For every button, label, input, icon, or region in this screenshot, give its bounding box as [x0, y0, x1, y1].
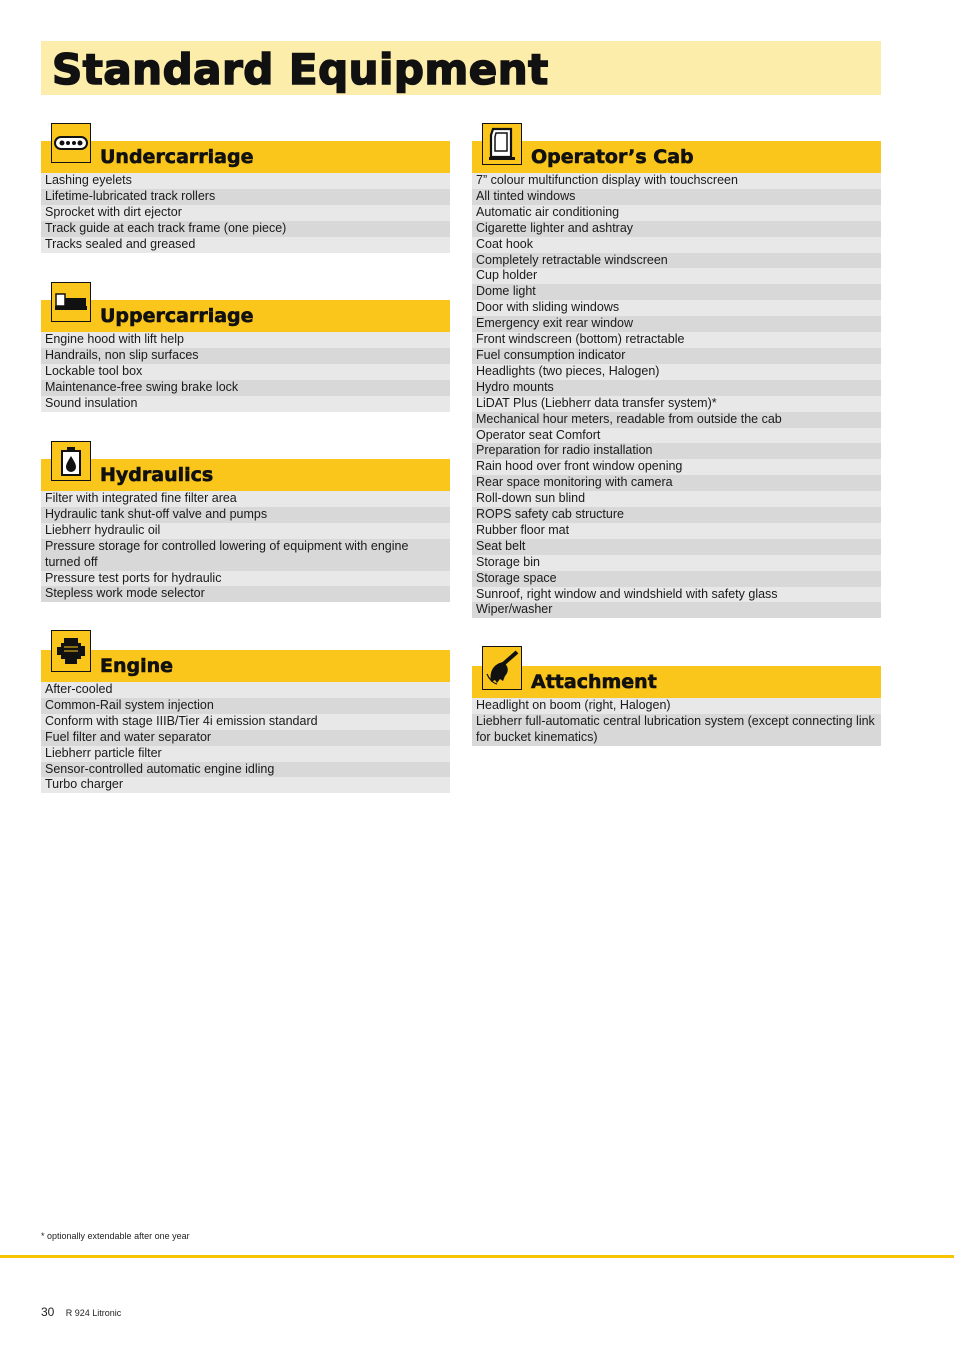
list-item: Headlights (two pieces, Halogen): [472, 364, 881, 380]
section-header: [41, 650, 450, 682]
section-title: Attachment: [531, 671, 657, 693]
list-item: Mechanical hour meters, readable from outside the cab: [472, 412, 881, 428]
list-item: Seat belt: [472, 539, 881, 555]
footer-rule: [0, 1255, 954, 1258]
list-item: ROPS safety cab structure: [472, 507, 881, 523]
oil-tank-icon: [51, 441, 91, 481]
list-item: Front windscreen (bottom) retractable: [472, 332, 881, 348]
list-item: Wiper/washer: [472, 602, 881, 618]
page-number: 30: [41, 1305, 55, 1319]
list-item: Emergency exit rear window: [472, 316, 881, 332]
list-item: Roll-down sun blind: [472, 491, 881, 507]
list-item: Automatic air conditioning: [472, 205, 881, 221]
item-list: [472, 173, 881, 618]
list-item: Door with sliding windows: [472, 300, 881, 316]
section-attachment: [472, 666, 881, 746]
page-title: Standard Equipment: [52, 45, 549, 94]
list-item: After-cooled: [41, 682, 450, 698]
list-item: Cup holder: [472, 268, 881, 284]
list-item: Fuel filter and water separator: [41, 730, 450, 746]
list-item: Sunroof, right window and windshield with safety glass: [472, 587, 881, 603]
section-title: Operator’s Cab: [531, 146, 694, 168]
list-item: Engine hood with lift help: [41, 332, 450, 348]
section-title: Undercarriage: [100, 146, 254, 168]
list-item: Track guide at each track frame (one piece): [41, 221, 450, 237]
list-item: Lockable tool box: [41, 364, 450, 380]
section-undercarriage: [41, 141, 450, 253]
section-hydraulics: [41, 459, 450, 602]
list-item: Liebherr hydraulic oil: [41, 523, 450, 539]
section-uppercarriage: [41, 300, 450, 412]
section-title: Uppercarriage: [100, 305, 254, 327]
list-item: Conform with stage IIIB/Tier 4i emission standard: [41, 714, 450, 730]
list-item: Headlight on boom (right, Halogen): [472, 698, 881, 714]
list-item: Completely retractable windscreen: [472, 253, 881, 269]
list-item: Operator seat Comfort: [472, 428, 881, 444]
track-icon: [51, 123, 91, 163]
list-item: Hydraulic tank shut-off valve and pumps: [41, 507, 450, 523]
list-item: Preparation for radio installation: [472, 443, 881, 459]
title-band: [41, 41, 881, 95]
section-title: Hydraulics: [100, 464, 214, 486]
list-item: Tracks sealed and greased: [41, 237, 450, 253]
list-item: 7” colour multifunction display with touchscreen: [472, 173, 881, 189]
list-item: Lifetime-lubricated track rollers: [41, 189, 450, 205]
list-item: Dome light: [472, 284, 881, 300]
list-item: Sensor-controlled automatic engine idling: [41, 762, 450, 778]
page-footer: [41, 1305, 121, 1319]
list-item: Sprocket with dirt ejector: [41, 205, 450, 221]
list-item: Storage bin: [472, 555, 881, 571]
list-item: Rubber floor mat: [472, 523, 881, 539]
item-list: [41, 332, 450, 412]
list-item: LiDAT Plus (Liebherr data transfer system)*: [472, 396, 881, 412]
list-item: Stepless work mode selector: [41, 586, 450, 602]
section-header: [472, 141, 881, 173]
list-item: Cigarette lighter and ashtray: [472, 221, 881, 237]
list-item: Liebherr particle filter: [41, 746, 450, 762]
engine-icon: [51, 630, 91, 672]
list-item: All tinted windows: [472, 189, 881, 205]
list-item: Maintenance-free swing brake lock: [41, 380, 450, 396]
cab-icon: [482, 123, 522, 165]
section-header: [472, 666, 881, 698]
bucket-icon: [482, 646, 522, 690]
section-title: Engine: [100, 655, 174, 677]
item-list: [41, 682, 450, 793]
list-item: Rear space monitoring with camera: [472, 475, 881, 491]
section-header: [41, 141, 450, 173]
item-list: [41, 491, 450, 602]
list-item: Sound insulation: [41, 396, 450, 412]
list-item: Lashing eyelets: [41, 173, 450, 189]
section-header: [41, 459, 450, 491]
footnote: * optionally extendable after one year: [41, 1231, 190, 1241]
list-item: Handrails, non slip surfaces: [41, 348, 450, 364]
list-item: Storage space: [472, 571, 881, 587]
list-item: Filter with integrated fine filter area: [41, 491, 450, 507]
list-item: Pressure test ports for hydraulic: [41, 571, 450, 587]
item-list: [41, 173, 450, 253]
section-engine: [41, 650, 450, 793]
machine-body-icon: [51, 282, 91, 322]
list-item: Hydro mounts: [472, 380, 881, 396]
list-item: Liebherr full-automatic central lubrication system (except connecting link for bucket kinematics): [472, 714, 881, 746]
list-item: Common-Rail system injection: [41, 698, 450, 714]
section-header: [41, 300, 450, 332]
list-item: Fuel consumption indicator: [472, 348, 881, 364]
list-item: Coat hook: [472, 237, 881, 253]
list-item: Turbo charger: [41, 777, 450, 793]
section-operators-cab: [472, 141, 881, 618]
list-item: Rain hood over front window opening: [472, 459, 881, 475]
model-name: R 924 Litronic: [65, 1308, 122, 1318]
list-item: Pressure storage for controlled lowering of equipment with engine turned off: [41, 539, 450, 571]
item-list: [472, 698, 881, 746]
